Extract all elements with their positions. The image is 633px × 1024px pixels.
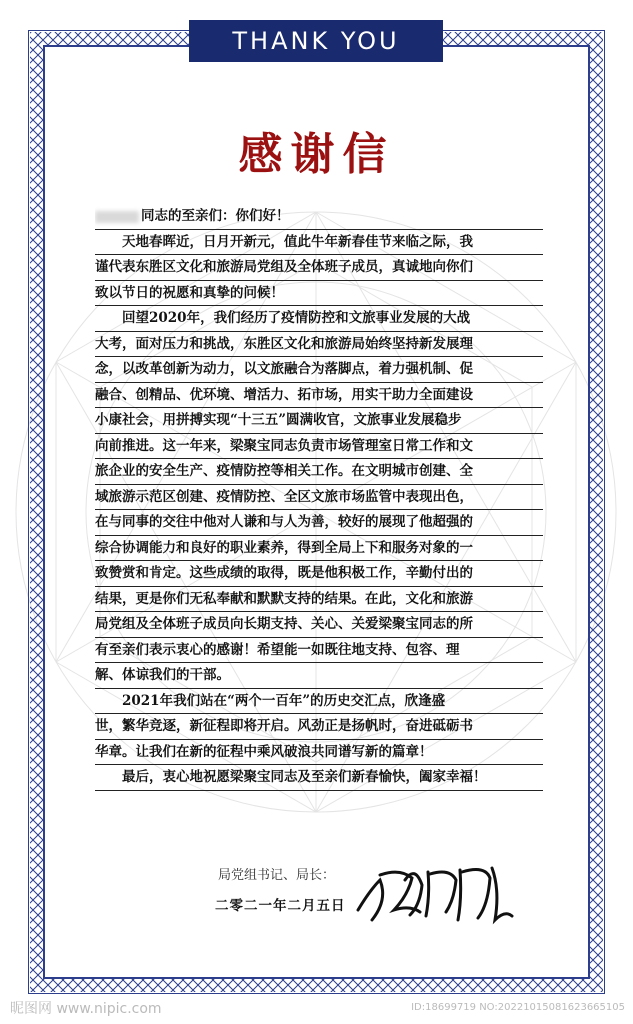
letter-body [95, 206, 543, 793]
letter-line: 回望2020年，我们经历了疫情防控和文旅事业发展的大战 [95, 308, 543, 332]
thank-you-banner: THANK YOU [189, 20, 443, 62]
letter-line: 局党组及全体班子成员向长期支持、关心、关爱梁聚宝同志的所 [95, 614, 543, 638]
signature-role: 局党组书记、局长： [218, 868, 336, 883]
watermark-id: ID:18699719 NO:20221015081623665105 [411, 1002, 625, 1013]
letter-line: 小康社会，用拼搏实现“十三五”圆满收官，文旅事业发展稳步 [95, 410, 543, 434]
letter-line: 大考，面对压力和挑战，东胜区文化和旅游局始终坚持新发展理 [95, 334, 543, 358]
signature-date: 二零二一年二月五日 [215, 898, 346, 914]
letter-line: 华章。让我们在新的征程中乘风破浪共同谱写新的篇章！ [95, 742, 543, 766]
letter-line: 谨代表东胜区文化和旅游局党组及全体班子成员，真诚地向你们 [95, 257, 543, 281]
letter-line: 最后，衷心地祝愿梁聚宝同志及至亲们新春愉快，阖家幸福！ [95, 767, 543, 791]
redacted-name [95, 211, 139, 223]
letter-lines [95, 232, 543, 791]
salutation-text: 同志的至亲们：你们好！ [141, 208, 290, 224]
letter-line: 融合、创精品、优环境、增活力、拓市场，用实干助力全面建设 [95, 385, 543, 409]
letter-line: 世，繁华竞逐，新征程即将开启。风劲正是扬帆时，奋进砥砺书 [95, 716, 543, 740]
letter-line: 旅企业的安全生产、疫情防控等相关工作。在文明城市创建、全 [95, 461, 543, 485]
letter-line: 念，以改革创新为动力，以文旅融合为落脚点，着力强机制、促 [95, 359, 543, 383]
watermark-nipic: 昵图网 www.nipic.com [10, 1001, 162, 1017]
letter-line: 有至亲们表示衷心的感谢！希望能一如既往地支持、包容、理 [95, 640, 543, 664]
letter-line: 致以节日的祝愿和真挚的问候！ [95, 283, 543, 307]
letter-line: 结果，更是你们无私奉献和默默支持的结果。在此，文化和旅游 [95, 589, 543, 613]
letter-line: 域旅游示范区创建、疫情防控、全区文旅市场监管中表现出色， [95, 487, 543, 511]
handwritten-signature [350, 850, 520, 930]
letter-title: 感谢信 [238, 129, 395, 180]
salutation-line [95, 206, 543, 230]
letter-line: 综合协调能力和良好的职业素养，得到全局上下和服务对象的一 [95, 538, 543, 562]
letter-line: 致赞赏和肯定。这些成绩的取得，既是他积极工作，辛勤付出的 [95, 563, 543, 587]
letter-line: 解、体谅我们的干部。 [95, 665, 543, 689]
letter-line: 在与同事的交往中他对人谦和与人为善，较好的展现了他超强的 [95, 512, 543, 536]
letter-line: 天地春晖近，日月开新元，值此牛年新春佳节来临之际，我 [95, 232, 543, 256]
letter-line: 2021年我们站在“两个一百年”的历史交汇点，欣逢盛 [95, 691, 543, 715]
letter-line: 向前推进。这一年来，梁聚宝同志负责市场管理室日常工作和文 [95, 436, 543, 460]
